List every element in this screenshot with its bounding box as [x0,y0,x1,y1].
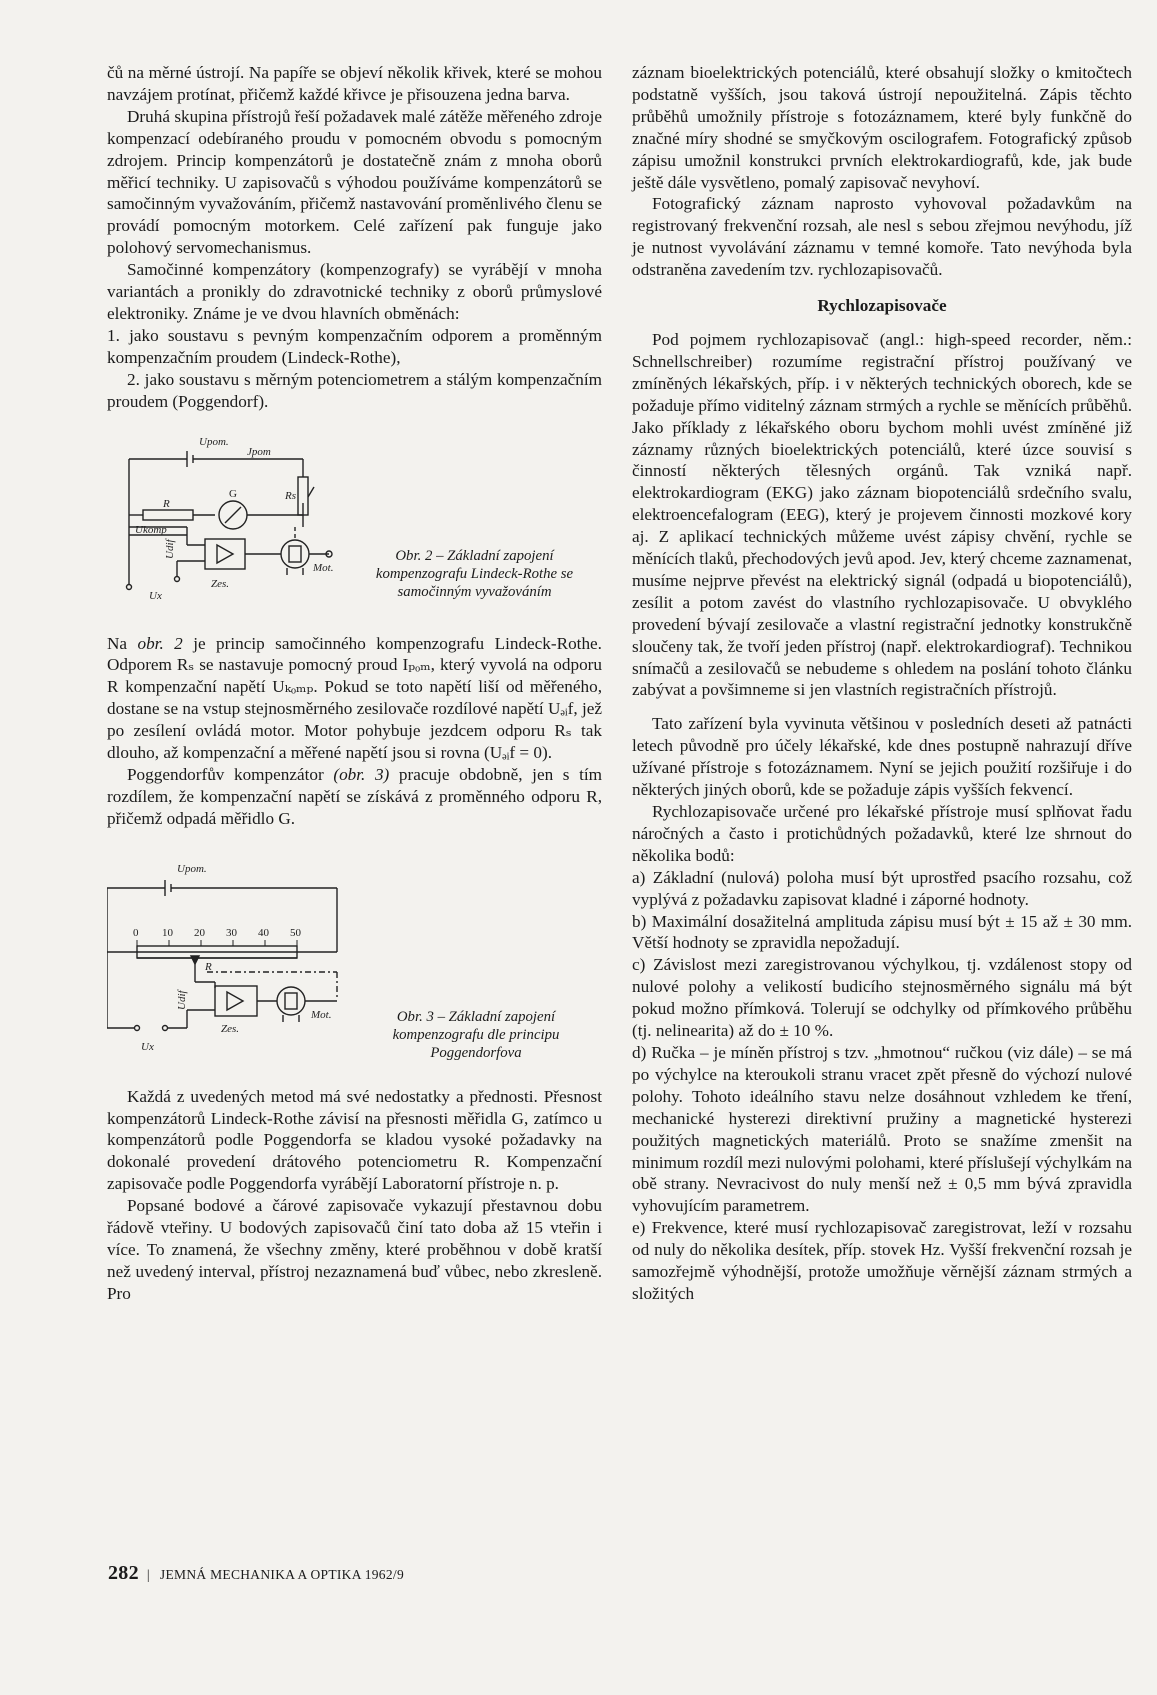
footer-separator: | [146,1567,150,1582]
label-r: R [163,497,170,510]
right-column [632,62,1132,1305]
paragraph: Pod pojmem rychlozapisovač (angl.: high-speed recorder, něm.: Schnellschreiber) rozumíme registrační přístroj používaný ve zmíněných lékařských, příp. i v některých technických oborech, kde se požaduje přímo viditelný záznam strmých a rychle se měnících průběhů. Jako příklady z lékařského oboru bychom mohli uvést zmíněné již záznamy různých bioelektrických potenciálů, které úzce souvisí s činností některých tělesných orgánů. Tak vzniká např. elektrokardiogram (EKG) jako záznam biopotenciálů srdečního svalu, elektroencefalogram (EEG), který je projevem činnosti mozkové kory aj. Z aplikací technických můžeme uvést zápisy chvění, rychle se měnících tlaků, přechodových jevů apod. Jev, který chceme zaznamenat, musíme nejprve převést na elektrický signál (odpadá u biopotenciálů), zesílit a potom zavést do vlastního rychlozapisovače. U obvyklého provedení bývají zesilovače a vlastní registrační jednotky konstrukčně sloučeny tak, že tvoří jeden přístroj (např. elektrokardiograf). Technikou snímačů a zesilovačů se nebudeme s ohledem na poslání tohoto článku zabývat a povšimneme si jen vlastních registračních přístrojů. [632,329,1132,700]
figure-3-circuit [107,860,367,1078]
tick-label: 0 [133,926,139,939]
figure-2-circuit [107,427,357,625]
section-heading: Rychlozapisovače [817,296,947,316]
page-number: 282 [108,1562,139,1584]
paragraph [107,764,602,830]
paragraph: Fotografický záznam naprosto vyhovoval požadavkům na registrovaný frekvenční rozsah, ale nesl s sebou zřejmou nevýhodu, jíž je nutnost vyvolávání záznamu v temné komoře. Tato nevýhoda byla odstraněna zavedením tzv. rychlozapisovačů. [632,194,1132,280]
list-item: c) Závislost mezi zaregistrovanou výchylkou, tj. vzdálenost stopy od nulové polohy a velikostí budicího stejnosměrného signálu má být pokud možno přímková. Tolerují se odchylky od přímkového průběhu (tj. nelinearita) až do ± 10 %. [632,955,1132,1041]
paragraph: záznam bioelektrických potenciálů, které obsahují složky o kmitočtech podstatně vyšších, jsou taková ústrojí nepoužitelná. Zápis těchto průběhů umožnily přístroje s fotozáznamem, které byly funkčně do značné míry shodné se smyčkovým oscilografem. Fotografický způsob zápisu umožnil konstrukci prvních elektrokardiografů, kde, jak bude ještě dále vysvětleno, pomalý zapisovač nevyhoví. [632,63,1132,192]
figure-2 [107,427,602,627]
text-run: Poggendorfův kompenzátor [127,764,334,784]
label-ukomp: Ukomp [135,523,167,536]
label-rs: Rs [285,489,296,502]
paragraph: Rychlozapisovače určené pro lékařské přístroje musí splňovat řadu náročných a často i protichůdných požadavků, které lze shrnout do několika bodů: [632,802,1132,865]
list-item: a) Základní (nulová) poloha musí být uprostřed psacího rozsahu, což vyplývá z požadavku zapisovat kladné i záporné hodnoty. [632,867,1132,909]
list-item: b) Maximální dosažitelná amplituda zápisu musí být ± 15 až ± 30 mm. Větší hodnoty se zpravidla nepožadují. [632,911,1132,953]
figure-3 [107,860,602,1078]
tick-label: 50 [290,926,301,939]
label-zes: Zes. [221,1022,240,1035]
label-upom: Upom. [177,862,207,875]
label-udif: Udif [176,990,188,1010]
paragraph: čů na měrné ústrojí. Na papíře se objeví několik křivek, které se mohou navzájem protínat, přičemž každé křivce je přisouzena jedna barva. [107,63,602,104]
text-run: Na [107,633,138,653]
label-upom: Upom. [199,435,229,448]
figure-3-caption: Obr. 3 – Základní zapojení kompenzografu dle principu Poggendorfova [392,1008,560,1061]
paragraph: Samočinné kompenzátory (kompenzografy) se vyrábějí v mnoha variantách a pronikly do zdravotnické techniky z oborů průmyslové elektroniky. Známe je ve dvou hlavních obměnách: [107,260,602,323]
label-r: R [205,960,212,973]
list-item: 2. jako soustavu s měrným potenciometrem a stálým kompenzačním proudem (Poggendorf). [107,369,602,411]
figure-ref: (obr. 3) [333,764,390,784]
paragraph: Každá z uvedených metod má své nedostatky a přednosti. Přesnost kompenzátorů Lindeck-Rothe závisí na přesnosti měřidla G, zatímco u kompenzátorů podle Poggendorfa se kladou vysoké požadavky na dokonalé provedení drátového potenciometru R. Kompenzační zapisovače podle Poggendorfa vyrábějí Laboratorní přístroje n. p. [107,1086,602,1194]
label-udif: Udif [164,538,176,559]
paragraph: Popsané bodové a čárové zapisovače vykazují přestavnou dobu řádově vteřiny. U bodových zapisovačů činí tato doba až 15 vteřin i více. To znamená, že všechny změny, které proběhnou v době kratší než uvedený interval, přístroj nezaznamená buď vůbec, nebo zkresleně. Pro [107,1196,602,1303]
tick-label: 20 [194,926,205,939]
label-zes: Zes. [211,577,230,590]
tick-label: 30 [226,926,237,939]
tick-label: 10 [162,926,173,939]
left-column [107,62,602,1305]
label-ux: Ux [149,589,162,602]
text-run: pracuje obdobně, jen s tím rozdílem, že kompenzační napětí se získává z proměnného odporu R, přičemž odpadá měřidlo G. [107,764,602,828]
label-g: G [229,487,237,500]
figure-ref: obr. 2 [137,633,183,653]
paragraph [107,633,602,764]
page-footer [108,1562,404,1585]
paragraph: Tato zařízení byla vyvinuta většinou v posledních deseti až patnácti letech původně pro účely lékařské, kde dnes postupně nahrazují dříve užívané přístroje s fotozáznamem. Nyní se jejich použití rozšiřuje i do některých jiných oborů, kde se požaduje zápis vyšších fekvencí. [632,714,1132,800]
figure-2-caption: Obr. 2 – Základní zapojení kompenzografu Lindeck-Rothe se samočinným vyvažováním [375,547,574,600]
label-ipom: Jpom [247,445,271,458]
list-item: 1. jako soustavu s pevným kompenzačním odporem a proměnným kompenzačním proudem (Lindeck-Rothe), [107,325,602,367]
list-item: d) Ručka – je míněn přístroj s tzv. „hmotnou“ ručkou (viz dále) – se má po výchylce na kteroukoli stranu vracet zpět přesně do výchozí nulové polohy. Tohoto ideálního stavu nelze dosáhnout vzhledem ke tření, mechanické hysterezi direktivní pružiny a magnetické hysterezi použitých magnetických materiálů. Proto se snažíme zmenšit na minimum rozdíl mezi nulovými polohami, které příslušejí výchylkám na obě strany. Nevracivost do nuly menší než ± 0,5 mm bývá zpravidla vyhovujícím parametrem. [632,1042,1132,1216]
journal-name: JEMNÁ MECHANIKA A OPTIKA 1962/9 [159,1567,404,1582]
label-mot: Mot. [313,561,334,574]
list-item: e) Frekvence, které musí rychlozapisovač zaregistrovat, leží v rozsahu od nuly do několika desítek, příp. stovek Hz. Vyšší frekvenční rozsah je samozřejmě výhodnější, protože umožňuje věrnější záznam strmých a složitých [632,1218,1132,1303]
paragraph: Druhá skupina přístrojů řeší požadavek malé zátěže měřeného zdroje kompenzací odebíraného proudu v pomocném obvodu s pomocným zdrojem. Princip kompenzátorů je dostatečně znám z mnoha oborů měřicí techniky. U zapisovačů s výhodou používáme kompenzátorů se samočinným vyvažováním, přičemž nastavování proměnlivého členu se provádí pomocným motorkem. Celé zařízení pak funguje jako polohový servomechanismus. [107,106,602,258]
text-run: je princip samočinného kompenzografu Lindeck-Rothe. Odporem Rₛ se nastavuje pomocný proud Iₚₒₘ, který vyvolá na odporu R kompenzační napětí Uₖₒₘₚ. Pokud se toto napětí liší od měřeného, dostane se na vstup stejnosměrného zesilovače rozdílové napětí Uₔᵢf, jež po zesílení ovládá motor. Motor pohybuje jezdcem odporu Rₛ tak dlouho, až kompenzační a měřené napětí jsou si rovna (Uₔᵢf = 0). [107,633,602,763]
tick-label: 40 [258,926,269,939]
label-ux: Ux [141,1040,154,1053]
label-mot: Mot. [311,1008,332,1021]
